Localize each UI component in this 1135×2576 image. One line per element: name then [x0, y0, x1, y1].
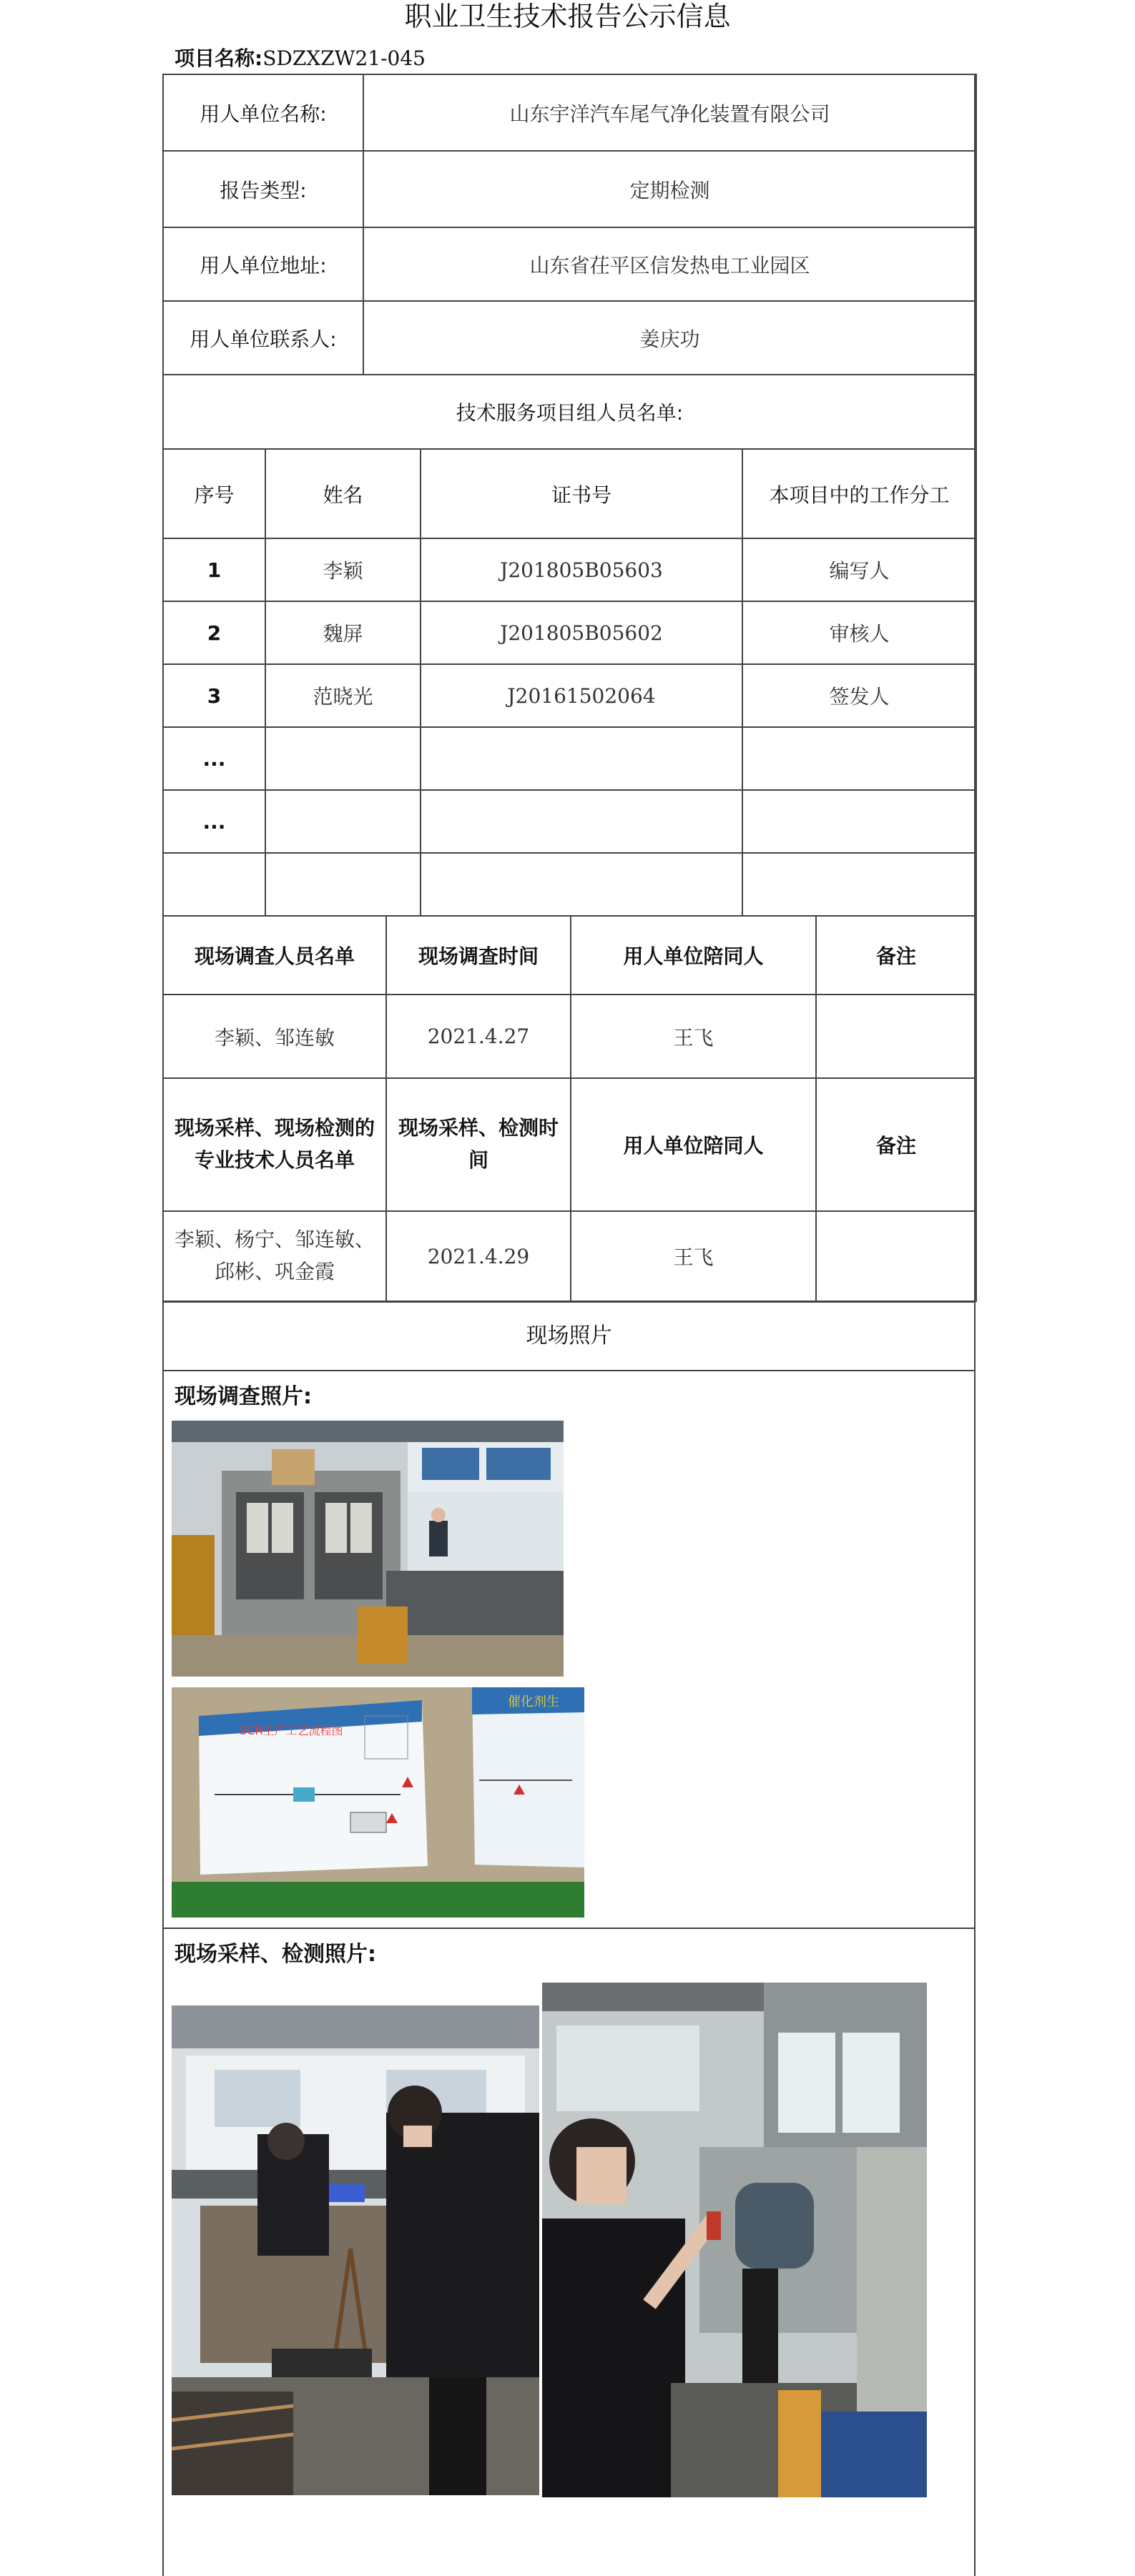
info-label: 报告类型:: [163, 151, 363, 227]
team-role: 签发人: [742, 664, 976, 727]
team-no: ...: [163, 790, 265, 853]
survey-row: [163, 995, 976, 1078]
project-code: SDZXZW21-045: [262, 46, 426, 70]
info-value: 定期检测: [363, 151, 976, 227]
info-value: 山东宇洋汽车尾气净化装置有限公司: [363, 74, 976, 151]
team-no: 3: [163, 664, 265, 727]
survey-photos-label: 现场调查照片:: [175, 1384, 312, 1409]
team-role: [742, 790, 976, 853]
team-cert: [421, 790, 742, 853]
team-name: 魏屏: [265, 601, 421, 664]
survey-photo-workshop: [172, 1421, 564, 1677]
team-cert: [421, 853, 742, 916]
sampling-time: 2021.4.29: [386, 1211, 571, 1301]
team-name: 范晓光: [265, 664, 421, 727]
table-row: [163, 790, 976, 853]
team-role: [742, 727, 976, 790]
team-role: 审核人: [742, 601, 976, 664]
survey-staff: 李颖、邹连敏: [163, 995, 386, 1078]
photos-section-title: 现场照片: [526, 1323, 612, 1348]
team-cert: J201805B05603: [421, 538, 742, 601]
flowchart-title-2: 催化剂生: [508, 1694, 559, 1709]
sampling-row: [163, 1211, 976, 1301]
team-header-row: [163, 449, 976, 538]
survey-escort: 王飞: [571, 995, 816, 1078]
sampling-escort: 王飞: [571, 1211, 816, 1301]
info-row-company: [163, 74, 976, 151]
team-header-cell: 姓名: [265, 449, 421, 538]
project-line: [175, 44, 426, 73]
sampling-note: [816, 1211, 976, 1301]
survey-table: [162, 915, 977, 1302]
table-row: [163, 538, 976, 601]
team-header-cell: 序号: [163, 449, 265, 538]
sampling-staff: 李颖、杨宁、邹连敏、邱彬、巩金霞: [163, 1211, 386, 1301]
survey-time: 2021.4.27: [386, 995, 571, 1078]
info-value: 山东省茌平区信发热电工业园区: [363, 227, 976, 301]
info-row-contact: [163, 301, 976, 375]
info-label: 用人单位联系人:: [163, 301, 363, 375]
info-value: 姜庆功: [363, 301, 976, 375]
table-row: [163, 727, 976, 790]
section-divider: [162, 1370, 976, 1371]
info-label: 用人单位名称:: [163, 74, 363, 151]
team-cert: J20161502064: [421, 664, 742, 727]
info-table: [162, 74, 977, 450]
survey-header-cell: 现场调查人员名单: [163, 916, 386, 995]
survey-header-cell: 用人单位陪同人: [571, 916, 816, 995]
sampling-header-cell: 现场采样、检测时间: [386, 1078, 571, 1211]
team-name: [265, 853, 421, 916]
table-row: [163, 853, 976, 916]
table-row: [163, 664, 976, 727]
sampling-header-row: [163, 1078, 976, 1211]
survey-photo-flowchart: [172, 1687, 584, 1918]
sampling-photos-label: 现场采样、检测照片:: [175, 1942, 376, 1967]
team-cert: [421, 727, 742, 790]
page-title: 职业卫生技术报告公示信息: [404, 1, 731, 32]
team-title: 技术服务项目组人员名单:: [163, 375, 976, 449]
info-label: 用人单位地址:: [163, 227, 363, 301]
sampling-header-cell: 用人单位陪同人: [571, 1078, 816, 1211]
team-no: [163, 853, 265, 916]
project-label: 项目名称:: [175, 46, 263, 70]
team-role: 编写人: [742, 538, 976, 601]
team-no: 1: [163, 538, 265, 601]
team-role: [742, 853, 976, 916]
sampling-header-cell: 备注: [816, 1078, 976, 1211]
info-row-address: [163, 227, 976, 301]
section-divider: [162, 1928, 976, 1929]
team-name: 李颖: [265, 538, 421, 601]
flowchart-title: SCR生产工艺流程图: [240, 1724, 343, 1737]
team-no: 2: [163, 601, 265, 664]
team-no: ...: [163, 727, 265, 790]
survey-header-row: [163, 916, 976, 995]
team-name: [265, 727, 421, 790]
team-table: [162, 448, 977, 917]
survey-header-cell: 备注: [816, 916, 976, 995]
sampling-header-cell: 现场采样、现场检测的专业技术人员名单: [163, 1078, 386, 1211]
team-title-row: [163, 375, 976, 449]
survey-header-cell: 现场调查时间: [386, 916, 571, 995]
team-cert: J201805B05602: [421, 601, 742, 664]
team-header-cell: 本项目中的工作分工: [742, 449, 976, 538]
survey-note: [816, 995, 976, 1078]
sampling-photo-workbench: [172, 2005, 539, 2495]
sampling-photo-equipment: [542, 1983, 927, 2497]
info-row-report-type: [163, 151, 976, 227]
team-header-cell: 证书号: [421, 449, 742, 538]
team-name: [265, 790, 421, 853]
table-row: [163, 601, 976, 664]
